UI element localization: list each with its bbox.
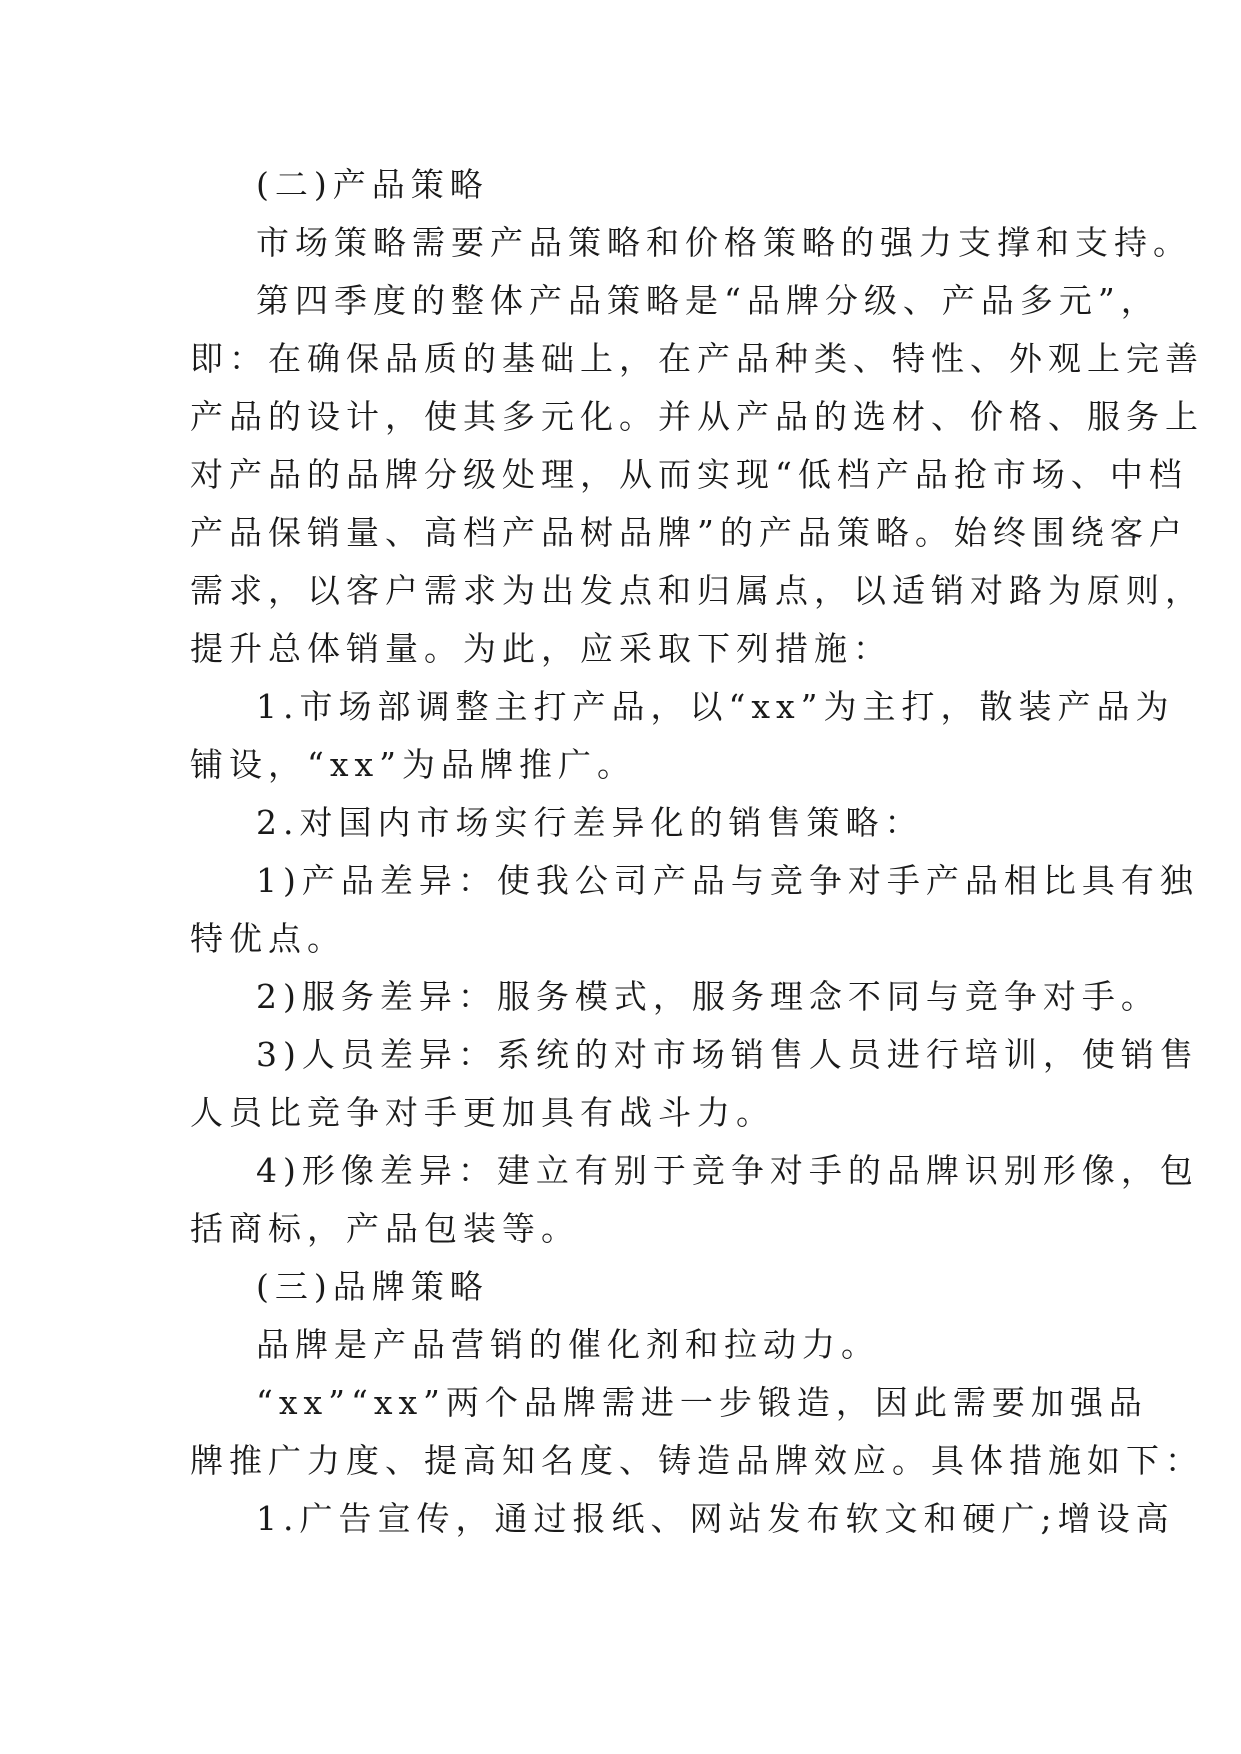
paragraph-line: 产品的设计，使其多元化。并从产品的选材、价格、服务上	[190, 397, 1204, 436]
paragraph-line: 提升总体销量。为此，应采取下列措施：	[190, 629, 892, 668]
paragraph-line: 对产品的品牌分级处理，从而实现“低档产品抢市场、中档	[190, 455, 1188, 494]
section-heading-brand-strategy: (三)品牌策略	[256, 1267, 489, 1306]
list-item-line: 3)人员差异：系统的对市场销售人员进行培训，使销售	[256, 1035, 1199, 1074]
list-item-line: 特优点。	[190, 919, 346, 958]
list-item-line: 括商标，产品包装等。	[190, 1209, 580, 1248]
paragraph-line: 牌推广力度、提高知名度、铸造品牌效应。具体措施如下：	[190, 1441, 1204, 1480]
list-item-line: 铺设，“xx”为品牌推广。	[190, 745, 636, 784]
list-item-line: 1.广告宣传，通过报纸、网站发布软文和硬广;增设高	[256, 1499, 1175, 1538]
section-heading-product-strategy: (二)产品策略	[256, 165, 489, 204]
list-item-line: 2.对国内市场实行差异化的销售策略：	[256, 803, 924, 842]
list-item-line: 4)形像差异：建立有别于竞争对手的品牌识别形像，包	[256, 1151, 1199, 1190]
paragraph-line: 市场策略需要产品策略和价格策略的强力支撑和支持。	[256, 223, 1192, 262]
paragraph-line: 品牌是产品营销的催化剂和拉动力。	[256, 1325, 880, 1364]
list-item-line: 2)服务差异：服务模式，服务理念不同与竞争对手。	[256, 977, 1160, 1016]
list-item-line: 1.市场部调整主打产品，以“xx”为主打，散装产品为	[256, 687, 1175, 726]
paragraph-line: 第四季度的整体产品策略是“品牌分级、产品多元”，	[256, 281, 1160, 320]
paragraph-line: 产品保销量、高档产品树品牌”的产品策略。始终围绕客户	[190, 513, 1188, 552]
paragraph-line: 需求，以客户需求为出发点和归属点，以适销对路为原则，	[190, 571, 1204, 610]
list-item-line: 1)产品差异：使我公司产品与竞争对手产品相比具有独	[256, 861, 1199, 900]
paragraph-line: “xx”“xx”两个品牌需进一步锻造，因此需要加强品	[256, 1383, 1148, 1422]
paragraph-line: 即：在确保品质的基础上，在产品种类、特性、外观上完善	[190, 339, 1204, 378]
list-item-line: 人员比竞争对手更加具有战斗力。	[190, 1093, 775, 1132]
